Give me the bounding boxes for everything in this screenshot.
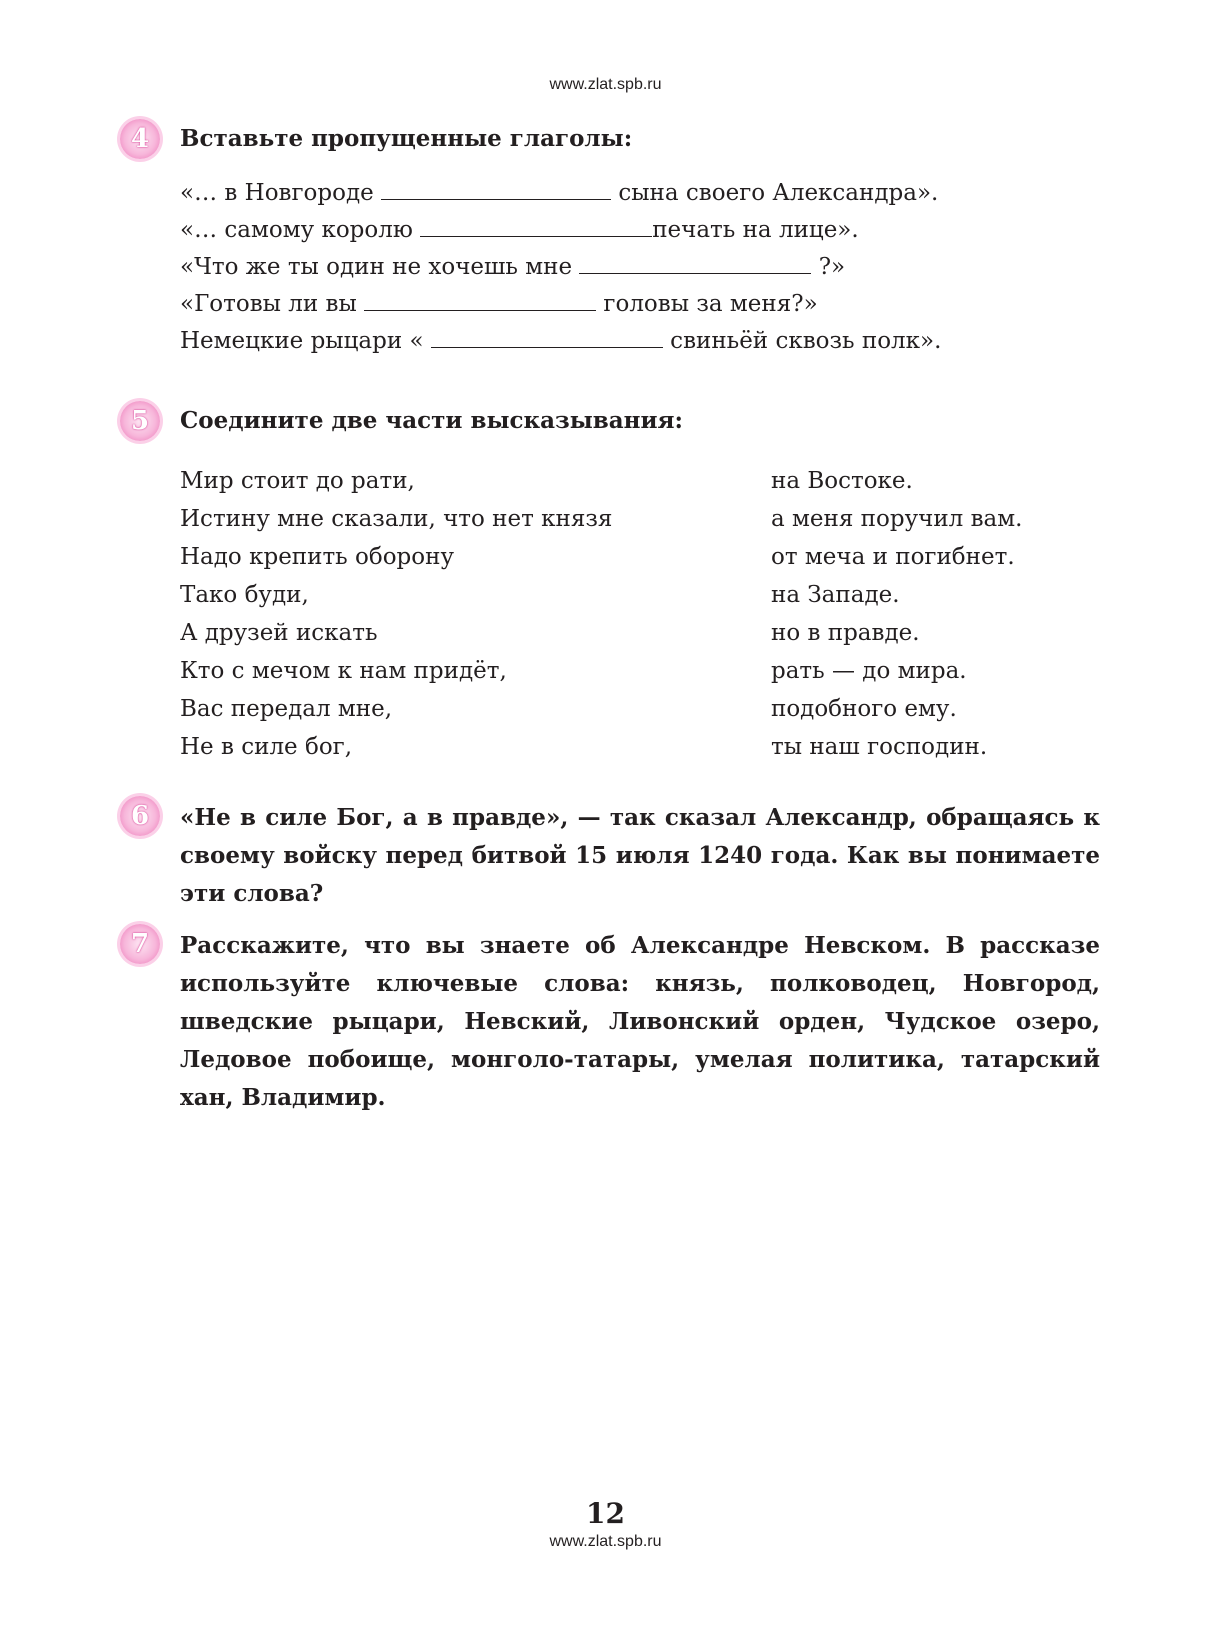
phrase-start: Тако буди, (180, 582, 309, 608)
task7-text: Расскажите, что вы знаете об Александре Невском. В рассказе используйте ключевые слова: князь, полководец, Новгород, шведские рыцари, Невский, Ливонский орден, Чудское озеро, Ледовое побоище, монголо-татары, умелая политика, татарский хан, Владимир. (180, 932, 1100, 1111)
answer-blank[interactable] (431, 327, 663, 348)
task4-line-1: «… в Новгороде сына своего Александра». (180, 180, 939, 206)
phrase-end: а меня поручил вам. (771, 506, 1023, 532)
phrase-end: от меча и погибнет. (771, 544, 1015, 570)
task-number-badge: 7 (120, 924, 160, 964)
task-number-badge: 5 (120, 401, 160, 441)
answer-blank[interactable] (381, 179, 611, 200)
footer-site-url[interactable]: www.zlat.spb.ru (549, 1533, 662, 1550)
answer-blank[interactable] (579, 253, 811, 274)
task4-line-4: «Готовы ли вы головы за меня?» (180, 291, 818, 317)
header-site-url[interactable]: www.zlat.spb.ru (549, 76, 662, 93)
phrase-end: на Востоке. (771, 468, 913, 494)
task5-right-column (771, 462, 1022, 766)
task4-line-3: «Что же ты один не хочешь мне ?» (180, 254, 846, 280)
task5-left-column (180, 462, 612, 766)
phrase-start: Вас передал мне, (180, 696, 393, 722)
task4-title: Вставьте пропущенные глаголы: (180, 125, 633, 152)
phrase-start: Мир стоит до рати, (180, 468, 415, 494)
task-number-badge: 4 (120, 119, 160, 159)
phrase-start: Кто с мечом к нам придёт, (180, 658, 507, 684)
task4-line-2: «… самому королю печать на лице». (180, 217, 859, 243)
answer-blank[interactable] (364, 290, 596, 311)
task4-line-5: Немецкие рыцари « свиньёй сквозь полк». (180, 328, 942, 354)
phrase-start: Надо крепить оборону (180, 544, 454, 570)
phrase-end: рать — до мира. (771, 658, 967, 684)
phrase-start: Истину мне сказали, что нет князя (180, 506, 613, 532)
phrase-start: А друзей искать (180, 620, 378, 646)
phrase-start: Не в силе бог, (180, 734, 353, 760)
phrase-end: подобного ему. (771, 696, 957, 722)
phrase-end: но в правде. (771, 620, 920, 646)
page-number: 12 (586, 1497, 625, 1530)
task-number-badge: 6 (120, 796, 160, 836)
task6-text: «Не в силе Бог, а в правде», — так сказал Александр, обращаясь к своему войску перед битвой 15 июля 1240 года. Как вы понимаете эти слова? (180, 804, 1100, 907)
answer-blank[interactable] (420, 216, 652, 237)
task5-title: Соедините две части высказывания: (180, 407, 684, 434)
phrase-end: на Западе. (771, 582, 900, 608)
phrase-end: ты наш господин. (771, 734, 988, 760)
